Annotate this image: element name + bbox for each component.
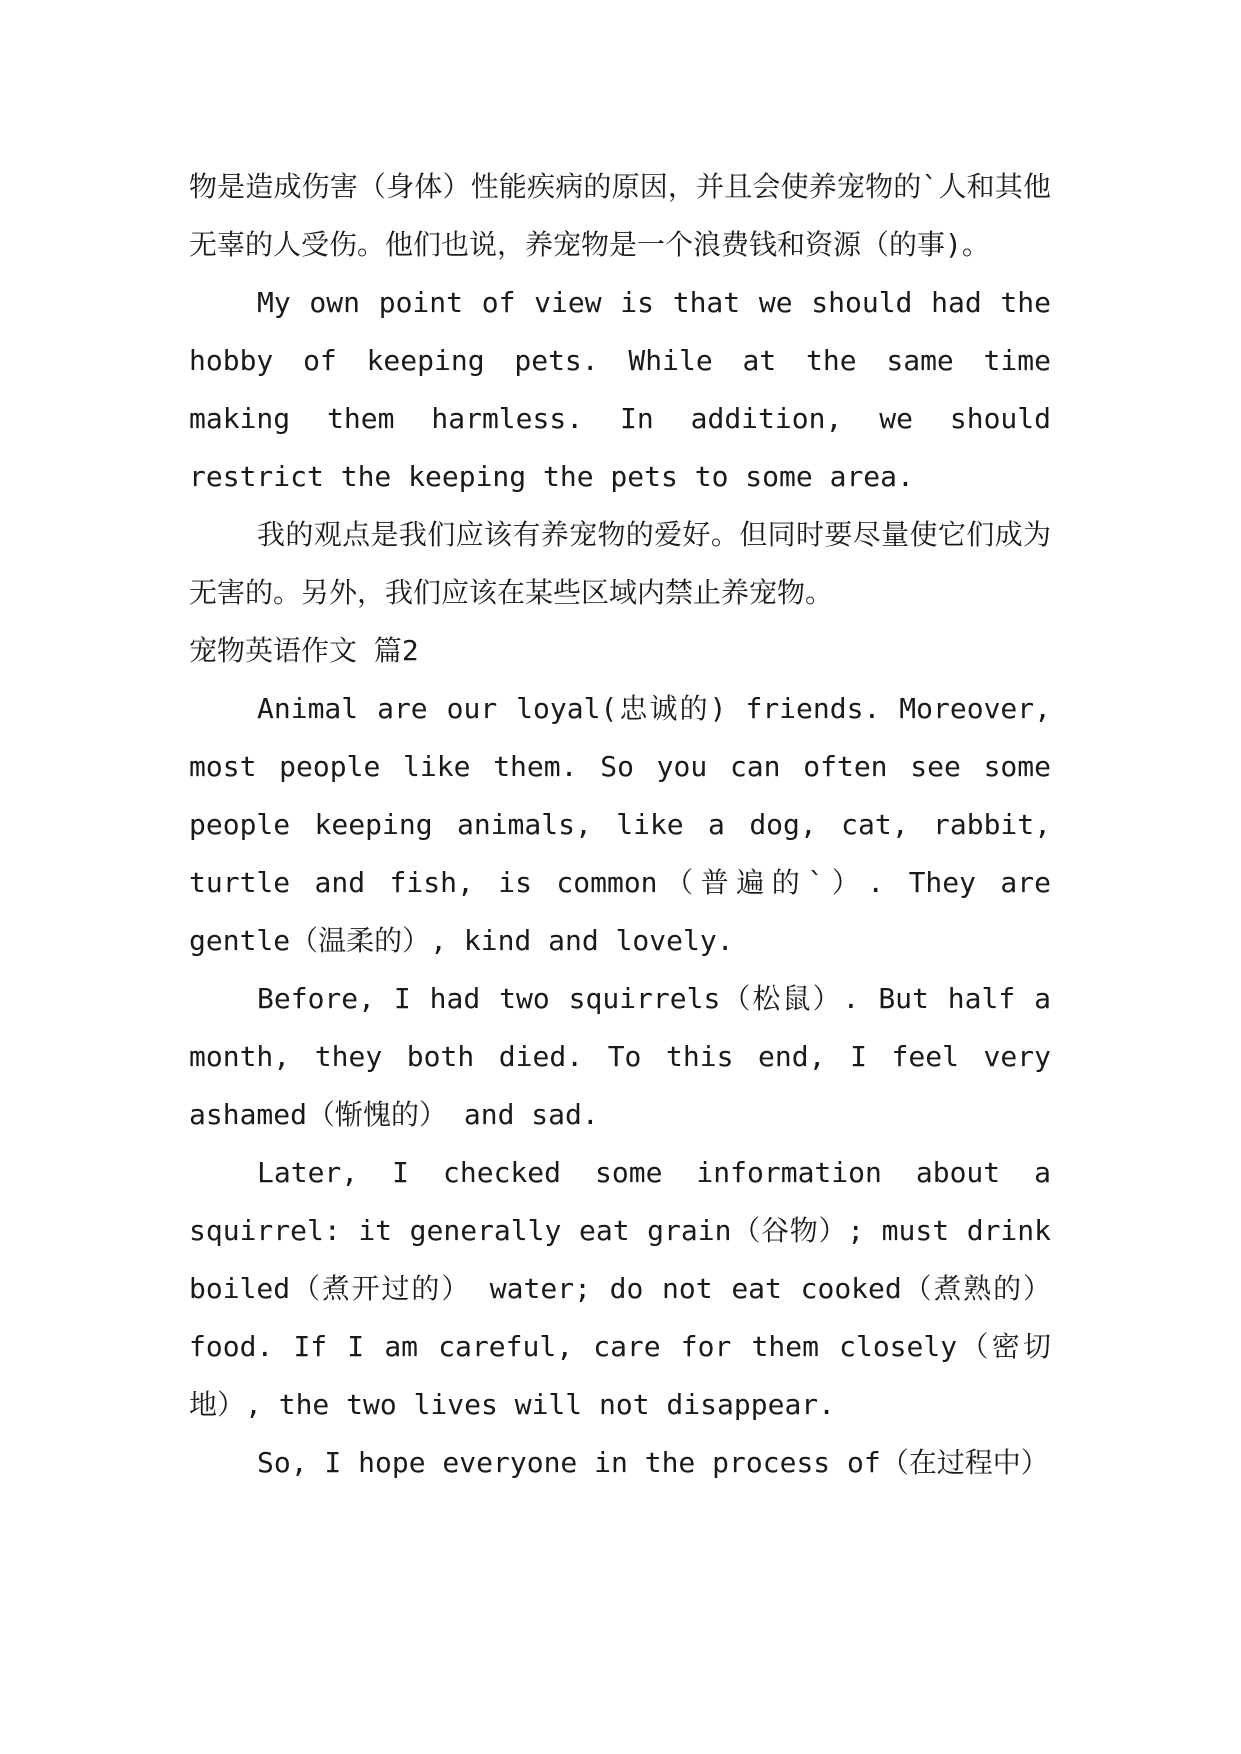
section-heading: 宠物英语作文 篇2 [189, 634, 419, 667]
paragraph-own-view-chinese: 我的观点是我们应该有养宠物的爱好。但同时要尽量使它们成为无害的。另外，我们应该在某些区域内禁止养宠物。 [189, 518, 1051, 609]
paragraph-pet-harm-chinese: 物是造成伤害（身体）性能疾病的原因，并且会使养宠物的`人和其他无辜的人受伤。他们也说，养宠物是一个浪费钱和资源（的事)。 [189, 170, 1051, 261]
paragraph-hope: So, I hope everyone in the process of（在过程中） [257, 1446, 1049, 1479]
paragraph-squirrel-info: Later, I checked some information about a squirrel: it generally eat grain（谷物）; must drink boiled（煮开过的） water; do not eat cooked（煮熟的） food. If I am careful, care for them closely（密切地）, the two lives will not disappear. [189, 1156, 1051, 1421]
paragraph-loyal-friends: Animal are our loyal(忠诚的) friends. Moreover, most people like them. So you can often see some people keeping animals, like a dog, cat, rabbit, turtle and fish, is common（普遍的`）. They are gentle（温柔的）, kind and lovely. [189, 692, 1051, 957]
document-body [189, 158, 1051, 1492]
paragraph-own-view-english: My own point of view is that we should had the hobby of keeping pets. While at the same time making them harmless. In addition, we should restrict the keeping the pets to some area. [189, 286, 1051, 493]
paragraph-squirrels: Before, I had two squirrels（松鼠）. But half a month, they both died. To this end, I feel very ashamed（惭愧的） and sad. [189, 982, 1051, 1131]
